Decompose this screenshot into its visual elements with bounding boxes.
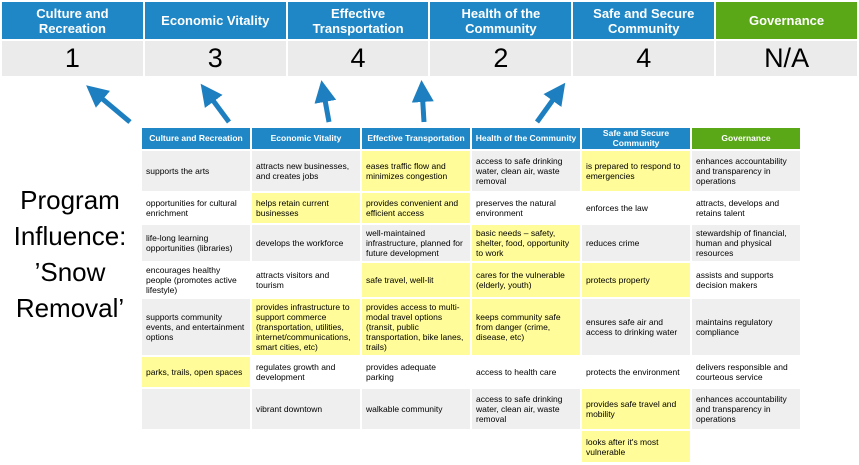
matrix-cell: protects property [582,263,690,297]
summary-header-economic-vitality: Economic Vitality [145,2,286,39]
matrix-cell: basic needs – safety, shelter, food, opportunity to work [472,225,580,261]
matrix-cell: enhances accountability and transparency in operations [692,389,800,429]
matrix-cell: eases traffic flow and minimizes congestion [362,151,470,191]
summary-header-effective-transportation: Effective Transportation [288,2,429,39]
matrix-header-safe-and-secure-community: Safe and Secure Community [582,128,690,149]
influence-arrow [422,89,424,122]
summary-header-governance: Governance [716,2,857,39]
matrix-body [142,151,800,462]
summary-score-safe-and-secure-community: 4 [573,41,714,76]
matrix-cell: attracts visitors and tourism [252,263,360,297]
matrix-cell: maintains regulatory compliance [692,299,800,355]
matrix-cell: reduces crime [582,225,690,261]
matrix-cell: supports community events, and entertainment options [142,299,250,355]
matrix-cell: access to safe drinking water, clean air, waste removal [472,389,580,429]
matrix-cell: helps retain current businesses [252,193,360,223]
influence-arrow [323,89,329,122]
matrix-cell: life-long learning opportunities (libraries) [142,225,250,261]
matrix-cell: ensures safe air and access to drinking water [582,299,690,355]
matrix-row [142,389,800,429]
matrix-row [142,299,800,355]
matrix-cell: keeps community safe from danger (crime, disease, etc) [472,299,580,355]
matrix-cell: enhances accountability and transparency in operations [692,151,800,191]
matrix-cell: provides convenient and efficient access [362,193,470,223]
matrix-cell: attracts, develops and retains talent [692,193,800,223]
matrix-header-effective-transportation: Effective Transportation [362,128,470,149]
matrix-cell: enforces the law [582,193,690,223]
summary-score-governance: N/A [716,41,857,76]
matrix-cell: parks, trails, open spaces [142,357,250,387]
matrix-header-culture-and-recreation: Culture and Recreation [142,128,250,149]
influence-arrow [537,90,560,122]
matrix-cell-empty [142,389,250,429]
matrix-cell: provides infrastructure to support commerce (transportation, utilities, internet/communications, smart cities, etc) [252,299,360,355]
matrix-cell: safe travel, well-lit [362,263,470,297]
matrix-cell: preserves the natural environment [472,193,580,223]
summary-score-culture-and-recreation: 1 [2,41,143,76]
matrix-cell: well-maintained infrastructure, planned for future development [362,225,470,261]
matrix-cell: assists and supports decision makers [692,263,800,297]
matrix-cell: access to health care [472,357,580,387]
matrix-header-health-of-the-community: Health of the Community [472,128,580,149]
matrix-cell: attracts new businesses, and creates jobs [252,151,360,191]
matrix-cell: cares for the vulnerable (elderly, youth) [472,263,580,297]
matrix-row [142,431,800,462]
matrix-cell: regulates growth and development [252,357,360,387]
summary-score-effective-transportation: 4 [288,41,429,76]
summary-banner [2,2,857,76]
influence-arrow [93,91,130,122]
influence-arrows [0,72,859,130]
summary-header-safe-and-secure-community: Safe and Secure Community [573,2,714,39]
matrix-cell-empty [692,431,800,462]
matrix-cell: opportunities for cultural enrichment [142,193,250,223]
summary-header-health-of-the-community: Health of the Community [430,2,571,39]
matrix-row [142,151,800,191]
matrix-cell: access to safe drinking water, clean air, waste removal [472,151,580,191]
summary-header-culture-and-recreation: Culture and Recreation [2,2,143,39]
matrix-row [142,225,800,261]
matrix-cell: develops the workforce [252,225,360,261]
matrix-cell: is prepared to respond to emergencies [582,151,690,191]
matrix-cell: delivers responsible and courteous service [692,357,800,387]
matrix-cell-empty [362,431,470,462]
matrix-row [142,263,800,297]
matrix-cell-empty [252,431,360,462]
influence-matrix [140,126,802,464]
matrix-cell: protects the environment [582,357,690,387]
program-influence-title: Program Influence: ’Snow Removal’ [13,185,127,323]
matrix-cell: supports the arts [142,151,250,191]
matrix-row [142,193,800,223]
matrix-header-economic-vitality: Economic Vitality [252,128,360,149]
matrix-cell-empty [142,431,250,462]
matrix-cell-empty [472,431,580,462]
influence-arrow [206,91,229,122]
matrix-cell: looks after it's most vulnerable [582,431,690,462]
matrix-header-governance: Governance [692,128,800,149]
matrix-cell: provides safe travel and mobility [582,389,690,429]
matrix-head [142,128,800,149]
summary-score-economic-vitality: 3 [145,41,286,76]
matrix-row [142,357,800,387]
matrix-cell: provides access to multi-modal travel options (transit, public transportation, bike lanes, trails) [362,299,470,355]
matrix-cell: provides adequate parking [362,357,470,387]
matrix-cell: vibrant downtown [252,389,360,429]
summary-score-health-of-the-community: 2 [430,41,571,76]
matrix-cell: stewardship of financial, human and physical resources [692,225,800,261]
matrix-cell: walkable community [362,389,470,429]
matrix-cell: encourages healthy people (promotes active lifestyle) [142,263,250,297]
